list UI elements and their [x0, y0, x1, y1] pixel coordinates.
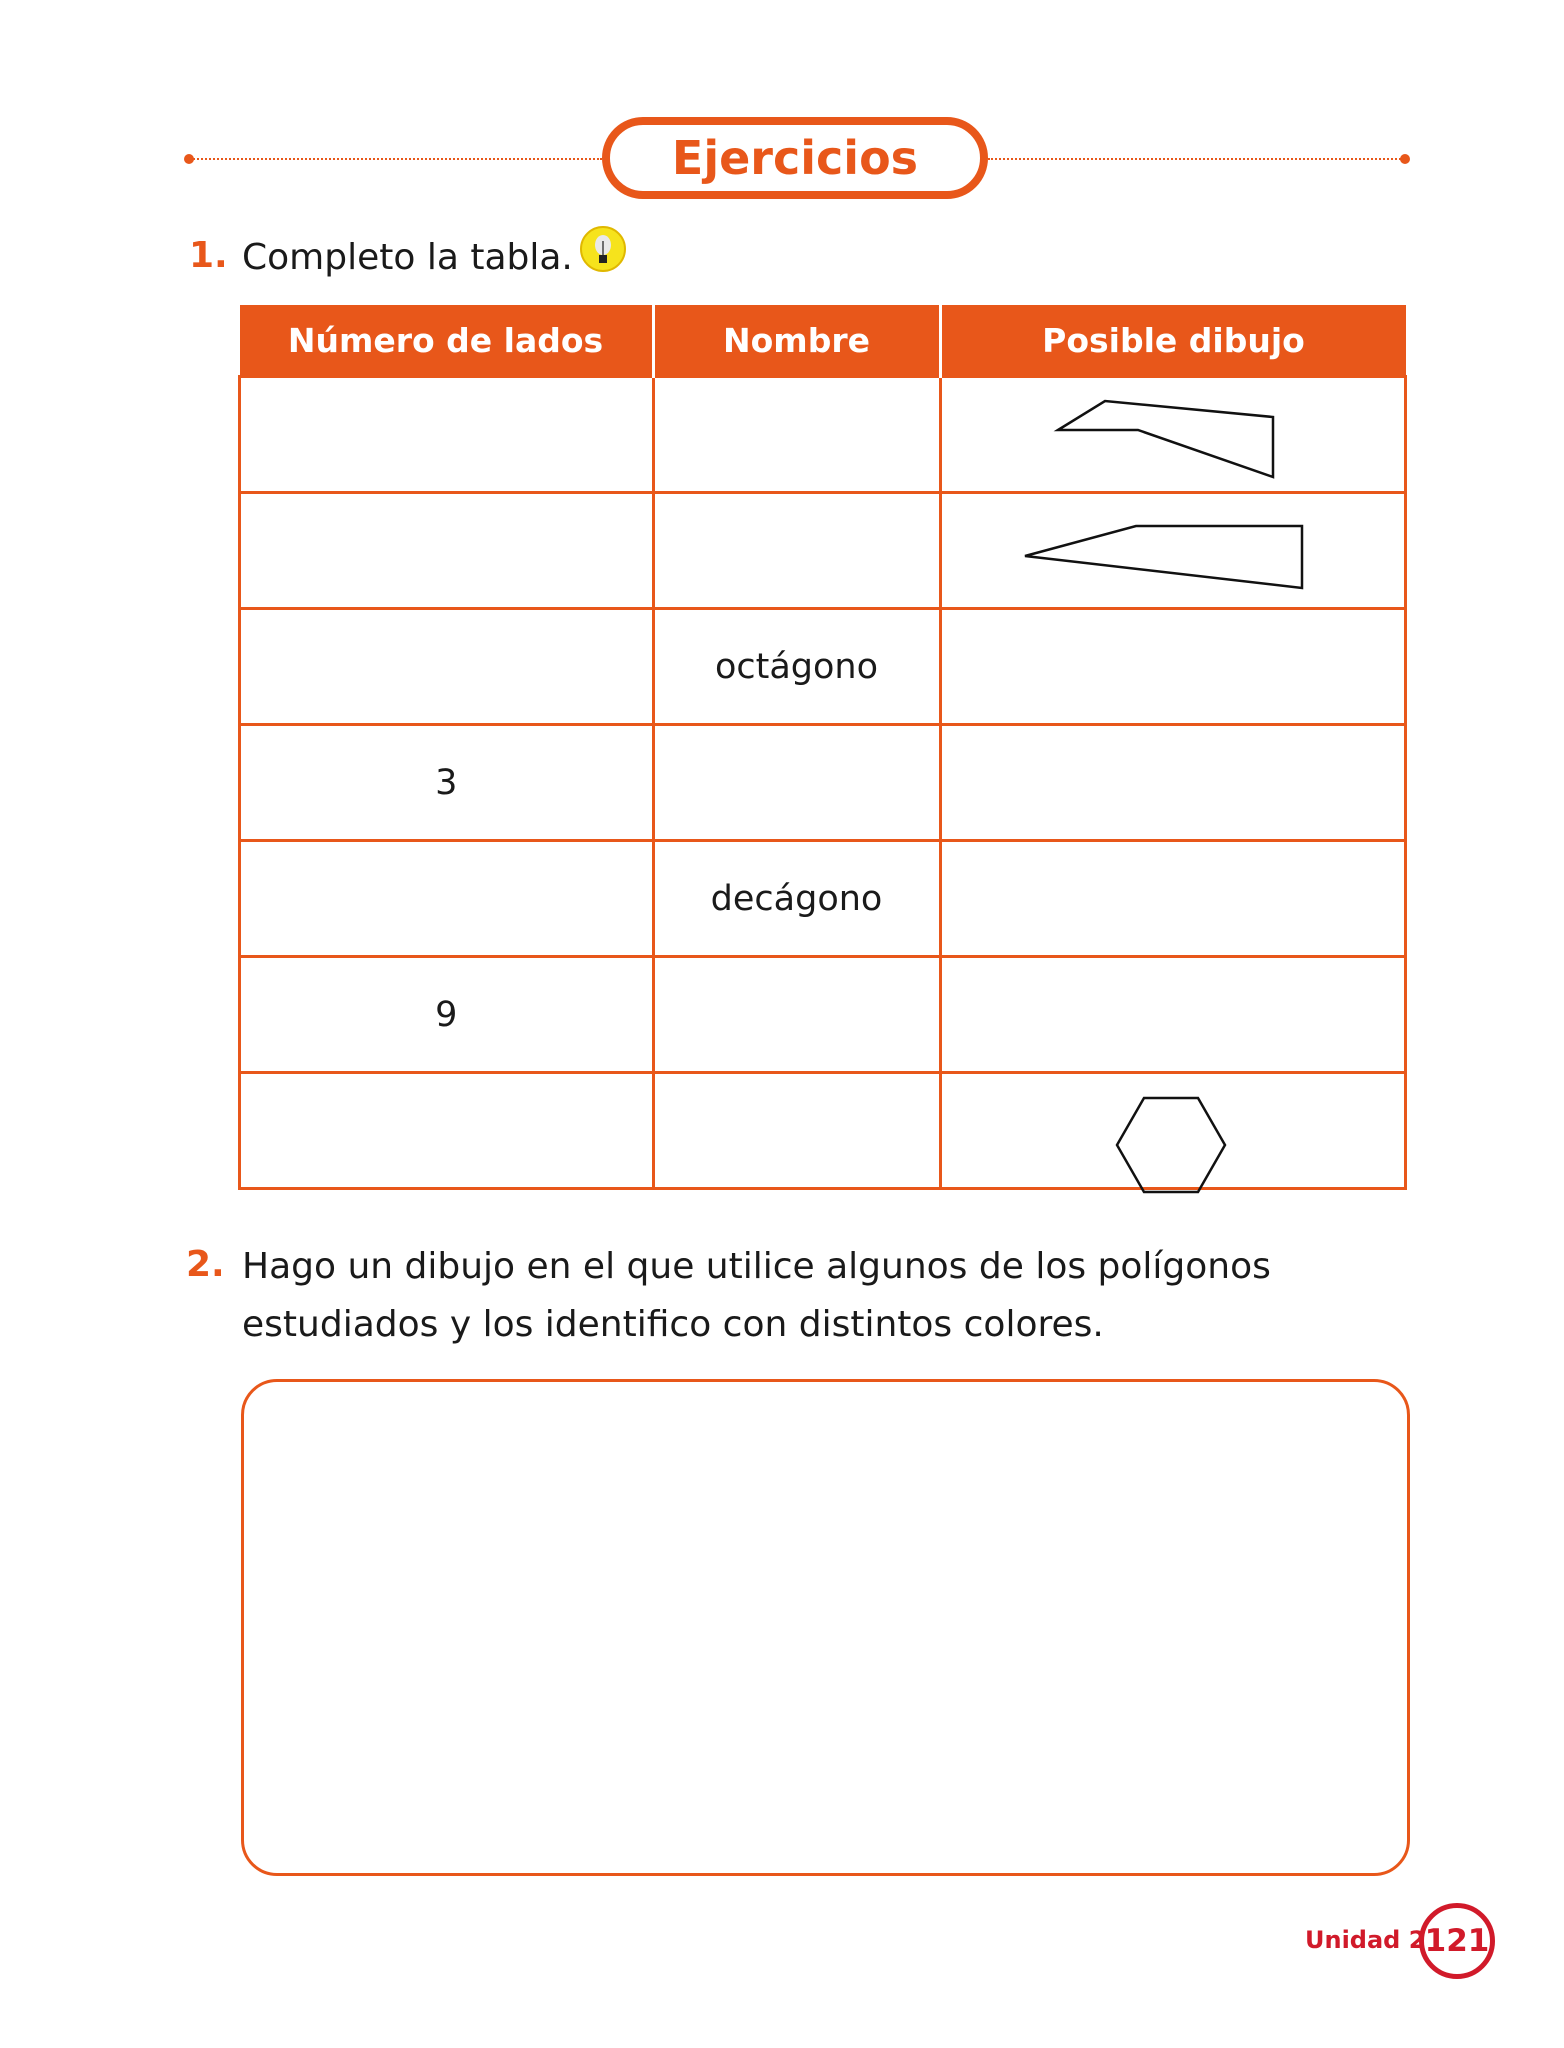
drawing-cell[interactable]	[940, 1073, 1406, 1189]
page-number: 121	[1424, 1923, 1490, 1959]
sides-cell[interactable]: 9	[240, 957, 654, 1073]
name-cell[interactable]: decágono	[653, 841, 940, 957]
table-row	[240, 725, 1406, 841]
section-title: Ejercicios	[671, 131, 919, 185]
table-row	[240, 377, 1406, 493]
drawing-cell[interactable]	[940, 377, 1406, 493]
exercise-2-line1: Hago un dibujo en el que utilice algunos de los polígonos	[242, 1246, 1271, 1287]
sides-cell[interactable]	[240, 841, 654, 957]
table-row	[240, 493, 1406, 609]
exercise-1-number: 1.	[189, 235, 228, 276]
section-title-badge	[602, 117, 988, 199]
table-row	[240, 609, 1406, 725]
header-drawing: Posible dibujo	[940, 305, 1406, 377]
table-row	[240, 841, 1406, 957]
sides-cell[interactable]	[240, 609, 654, 725]
sides-cell[interactable]	[240, 1073, 654, 1189]
drawing-cell[interactable]	[940, 957, 1406, 1073]
sides-cell[interactable]	[240, 377, 654, 493]
name-cell[interactable]	[653, 725, 940, 841]
drawing-cell[interactable]	[940, 841, 1406, 957]
name-cell[interactable]	[653, 493, 940, 609]
sides-cell[interactable]: 3	[240, 725, 654, 841]
unit-label: Unidad 2	[1305, 1926, 1426, 1954]
name-cell[interactable]	[653, 377, 940, 493]
exercise-2-line2: estudiados y los identifico con distintos colores.	[242, 1304, 1104, 1345]
exercise-2-number: 2.	[186, 1244, 225, 1285]
table-row	[240, 957, 1406, 1073]
name-cell[interactable]: octágono	[653, 609, 940, 725]
exercise-1-instruction: Completo la tabla.	[242, 237, 573, 278]
drawing-cell[interactable]	[940, 725, 1406, 841]
divider-line-left	[190, 158, 602, 160]
name-cell[interactable]	[653, 1073, 940, 1189]
lightbulb-icon	[578, 225, 628, 275]
divider-line-right	[988, 158, 1404, 160]
sides-cell[interactable]	[240, 493, 654, 609]
page-number-badge	[1419, 1903, 1495, 1979]
header-name: Nombre	[653, 305, 940, 377]
name-cell[interactable]	[653, 957, 940, 1073]
table-row	[240, 1073, 1406, 1189]
header-sides: Número de lados	[240, 305, 654, 377]
drawing-cell[interactable]	[940, 609, 1406, 725]
divider-dot-right	[1400, 154, 1410, 164]
drawing-area[interactable]	[241, 1379, 1410, 1876]
drawing-cell[interactable]	[940, 493, 1406, 609]
polygons-table	[238, 305, 1407, 1190]
